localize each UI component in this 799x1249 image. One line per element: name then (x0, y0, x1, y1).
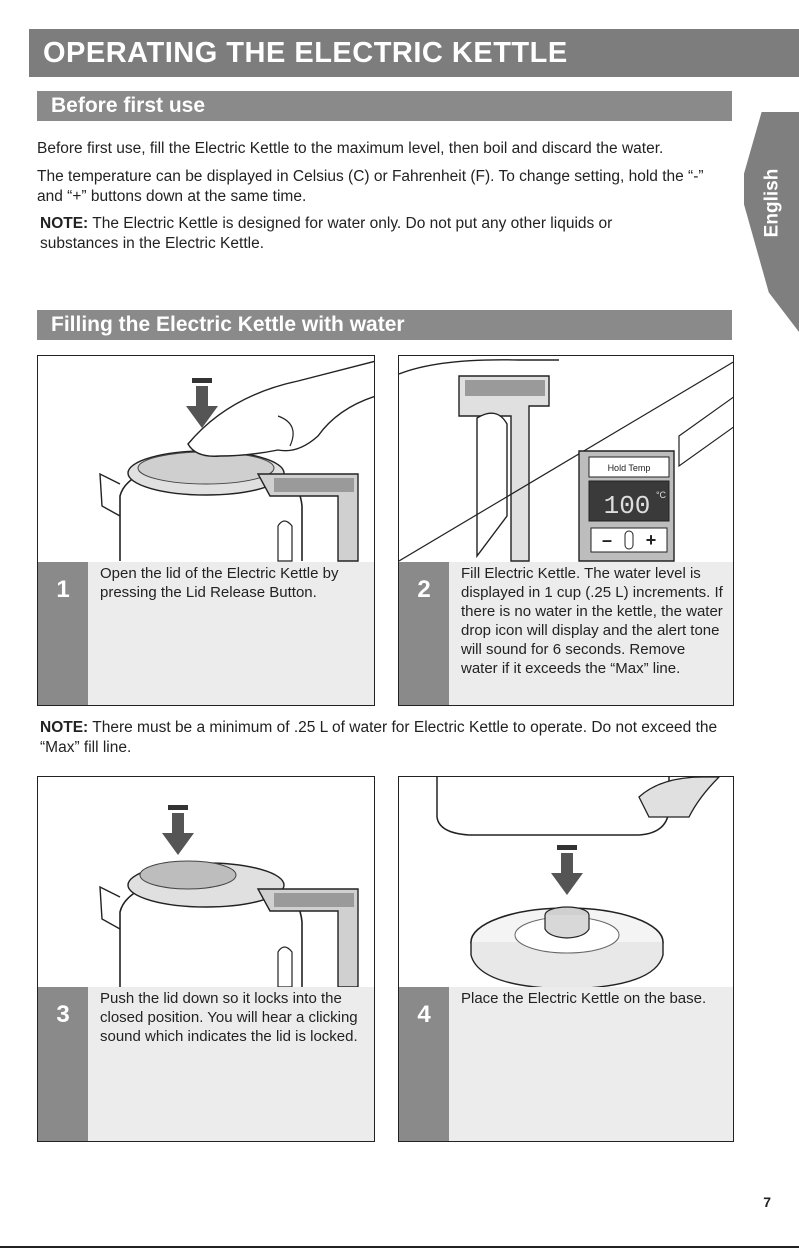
hold-temp-label: Hold Temp (607, 463, 651, 473)
section-heading-before-first-use: Before first use (37, 91, 732, 121)
step-2-panel (398, 355, 734, 706)
step-text: Push the lid down so it locks into the closed position. You will hear a clicking sound which indicates the lid is locked. (100, 990, 358, 1045)
step-text: Open the lid of the Electric Kettle by pressing the Lid Release Button. (100, 565, 339, 601)
temperature-readout: 100 (603, 491, 651, 521)
step-2-caption (399, 562, 733, 706)
step-4-panel (398, 776, 734, 1142)
plus-button-glyph: + (645, 530, 657, 550)
note-label: NOTE: (40, 215, 89, 232)
note-water-only (40, 214, 660, 254)
step-4-caption (399, 987, 733, 1142)
step-3-caption (38, 987, 374, 1142)
step-3-panel (37, 776, 375, 1142)
minus-button-glyph: – (601, 530, 613, 550)
step-number: 1 (38, 562, 88, 706)
page-number: 7 (763, 1194, 771, 1210)
step-text: Fill Electric Kettle. The water level is displayed in 1 cup (.25 L) increments. If there is no water in the kettle, the water drop icon will display and the alert tone will sound for 6 seconds. Remove water if it exceeds the “Max” line. (461, 565, 723, 677)
section-heading-filling: Filling the Electric Kettle with water (37, 310, 732, 340)
page-title: OPERATING THE ELECTRIC KETTLE (29, 29, 799, 77)
step-number: 3 (38, 987, 88, 1142)
note-text: The Electric Kettle is designed for water only. Do not put any other liquids or substances in the Electric Kettle. (40, 215, 613, 252)
language-tab-label: English (761, 168, 782, 238)
temperature-unit: °C (655, 490, 667, 500)
note-text: There must be a minimum of .25 L of water for Electric Kettle to operate. Do not exceed the “Max” fill line. (40, 719, 718, 756)
step-number: 2 (399, 562, 449, 706)
temperature-setting-paragraph: The temperature can be displayed in Celsius (C) or Fahrenheit (F). To change setting, hold the “-” and “+” buttons down at the same time. (37, 168, 704, 205)
step-number: 4 (399, 987, 449, 1142)
bottom-rule (0, 1246, 799, 1248)
note-minimum-water (40, 718, 750, 758)
step-text: Place the Electric Kettle on the base. (461, 990, 707, 1007)
step-1-caption (38, 562, 374, 706)
before-first-use-paragraph: Before first use, fill the Electric Kettle to the maximum level, then boil and discard the water. (37, 140, 664, 157)
note-label: NOTE: (40, 719, 89, 736)
step-1-panel (37, 355, 375, 706)
